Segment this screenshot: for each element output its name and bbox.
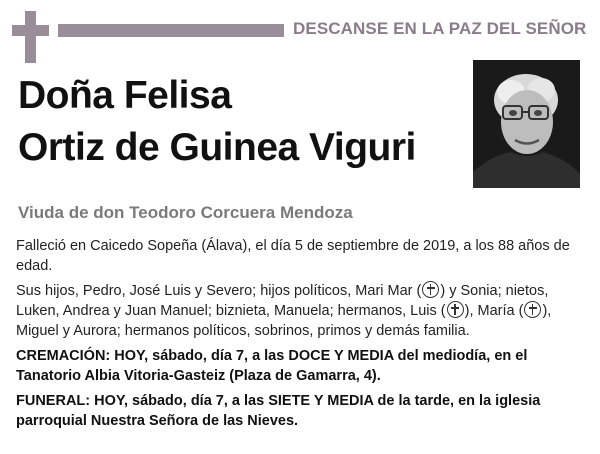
name-line-1: Doña Felisa [18, 74, 232, 117]
circled-cross-icon [447, 301, 464, 318]
widow-of: Viuda de don Teodoro Corcuera Mendoza [18, 203, 353, 222]
circled-cross-icon [422, 281, 439, 298]
family-notice: Sus hijos, Pedro, José Luis y Severo; hijos políticos, Mari Mar ( ) y Sonia; nietos, Luken, Andrea y Juan Manuel; biznieta, Manuela; hermanos, Luis ( ), María ( ), Miguel y Aurora; hermanos políticos, sobrinos, primos y demás familia. [16, 283, 552, 339]
cremation-notice: CREMACIÓN: HOY, sábado, día 7, a las DOCE Y MEDIA del mediodía, en el Tanatorio Albia Vitoria-Gasteiz (Plaza de Gamarra, 4). [16, 348, 528, 384]
funeral-notice: FUNERAL: HOY, sábado, día 7, a las SIETE Y MEDIA de la tarde, en la iglesia parroquial Nuestra Señora de las Nieves. [16, 393, 541, 429]
obituary-body [16, 236, 588, 436]
circled-cross-icon [524, 301, 541, 318]
deceased-name [18, 70, 416, 174]
header-rule [58, 24, 284, 37]
latin-cross-icon [12, 11, 49, 63]
portrait-photo [473, 60, 580, 188]
name-line-2: Ortiz de Guinea Viguri [18, 126, 416, 169]
death-notice: Falleció en Caicedo Sopeña (Álava), el día 5 de septiembre de 2019, a los 88 años de edad. [16, 238, 570, 274]
header-title: DESCANSE EN LA PAZ DEL SEÑOR [293, 19, 587, 38]
